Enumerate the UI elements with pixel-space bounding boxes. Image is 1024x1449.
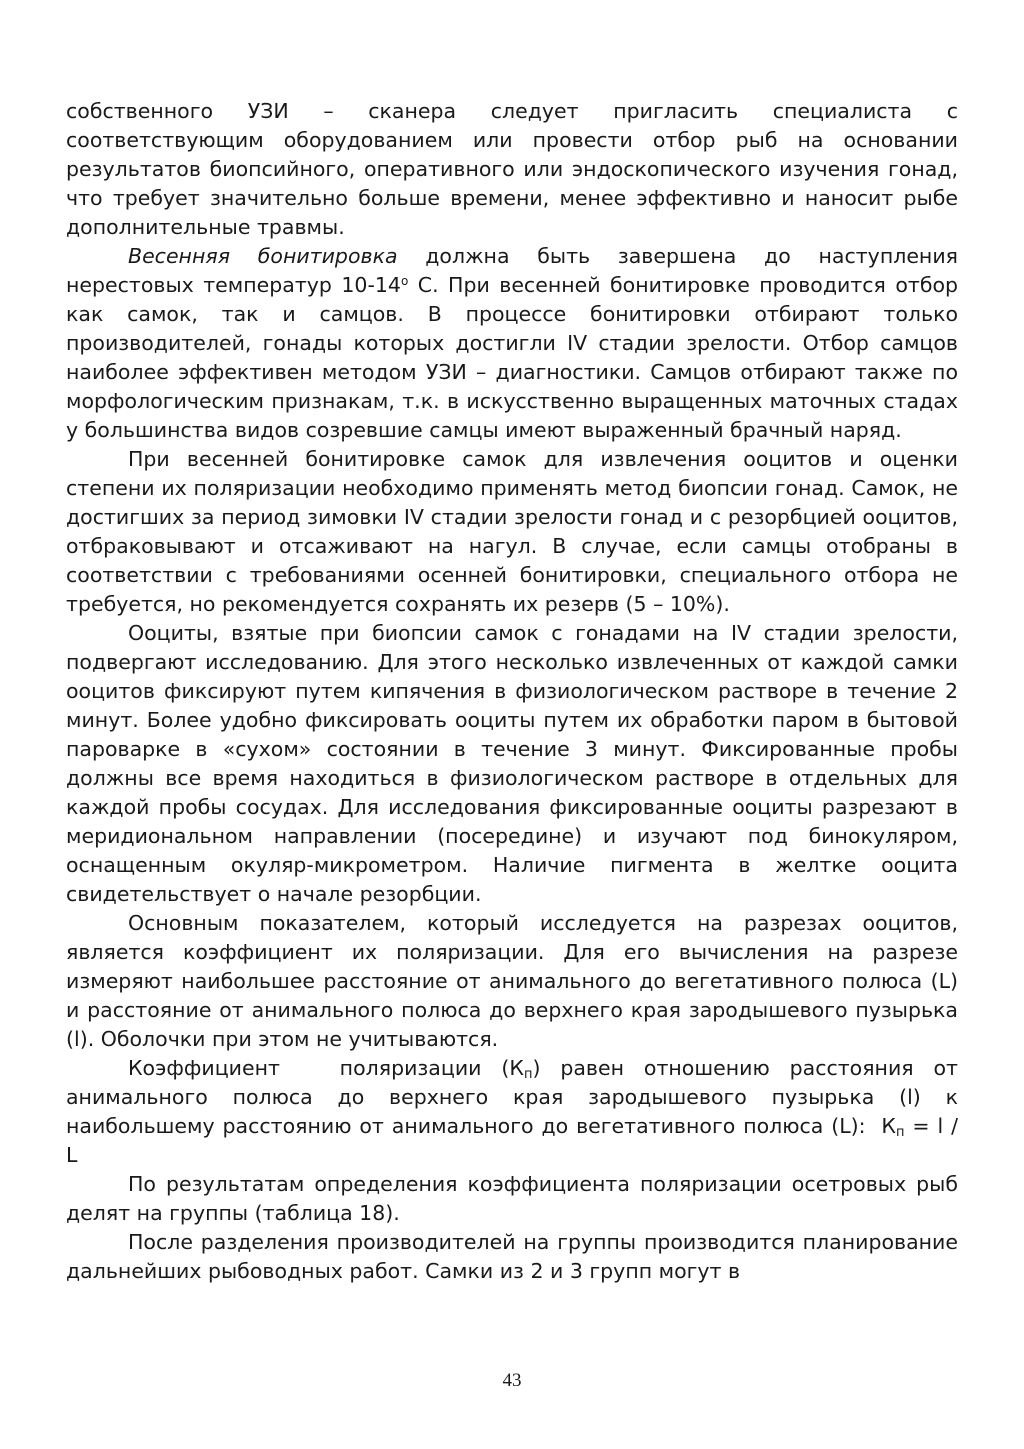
degree-mark: о	[400, 274, 409, 288]
paragraph-6-text-a: Коэффициент поляризации (К	[128, 1056, 524, 1080]
paragraph-3: При весенней бонитировке самок для извлечения ооцитов и оценки степени их поляризации необходимо применять метод биопсии гонад. Самок, не достигших за период зимовки IV стадии зрелости гонад и с резорбцией ооцитов, отбраковывают и отсаживают на нагул. В случае, если самцы отобраны в соответствии с требованиями осенней бонитировки, специального отбора не требуется, но рекомендуется сохранять их резерв (5 – 10%).	[66, 447, 958, 616]
paragraph-5: Основным показателем, который исследуется на разрезах ооцитов, является коэффициент их поляризации. Для его вычисления на разрезе измеряют наибольшее расстояние от анимального до вегетативного полюса (L) и расстояние от анимального полюса до верхнего края зародышевого пузырька (l). Оболочки при этом не учитываются.	[66, 911, 958, 1051]
paragraph-8: После разделения производителей на группы производится планирование дальнейших рыбоводных работ. Самки из 2 и 3 групп могут в	[66, 1230, 958, 1283]
paragraph-7: По результатам определения коэффициента поляризации осетровых рыб делят на группы (таблица 18).	[66, 1172, 958, 1225]
paragraph-6	[66, 1054, 965, 1170]
subscript-p-formula: п	[895, 1125, 905, 1140]
formula: = l / L	[66, 1114, 965, 1167]
document-page	[66, 97, 965, 1286]
page-number: 43	[502, 1370, 522, 1391]
paragraph-1: собственного УЗИ – сканера следует пригласить специалиста с соответствующим оборудованием или провести отбор рыб на основании результатов биопсийного, оперативного или эндоскопического изучения гонад, что требует значительно больше времени, менее эффективно и наносит рыбе дополнительные травмы.	[66, 99, 958, 239]
paragraph-4: Ооциты, взятые при биопсии самок с гонадами на IV стадии зрелости, подвергают исследованию. Для этого несколько извлеченных от каждой самки ооцитов фиксируют путем кипячения в физиологическом растворе в течение 2 минут. Более удобно фиксировать ооциты путем их обработки паром в бытовой пароварке в «сухом» состоянии в течение 3 минут. Фиксированные пробы должны все время находиться в физиологическом растворе в отдельных для каждой пробы сосудах. Для исследования фиксированные ооциты разрезают в меридиональном направлении (посередине) и изучают под бинокуляром, оснащенным окуляр-микрометром. Наличие пигмента в желтке ооцита свидетельствует о начале резорбции.	[66, 621, 958, 906]
paragraph-6-text-b: ) равен отношению расстояния от анимального полюса до верхнего края зародышевого пузырька (l) к наибольшему расстоянию от анимального до вегетативного полюса (L): К	[66, 1056, 965, 1138]
paragraph-2-text-b: С. При весенней бонитировке проводится отбор как самок, так и самцов. В процессе бонитировки отбирают только производителей, гонады которых достигли IV стадии зрелости. Отбор самцов наиболее эффективен методом УЗИ – диагностики. Самцов отбирают также по морфологическим признакам, т.к. в искусственно выращенных маточных стадах у большинства видов созревшие самцы имеют выраженный брачный наряд.	[66, 273, 959, 442]
italic-term: Весенняя бонитировка	[128, 244, 398, 268]
paragraph-2-text-a: должна быть завершена до наступления нерестовых температур 10-14	[66, 244, 958, 297]
paragraph-2	[66, 242, 958, 445]
subscript-p: п	[523, 1067, 533, 1082]
